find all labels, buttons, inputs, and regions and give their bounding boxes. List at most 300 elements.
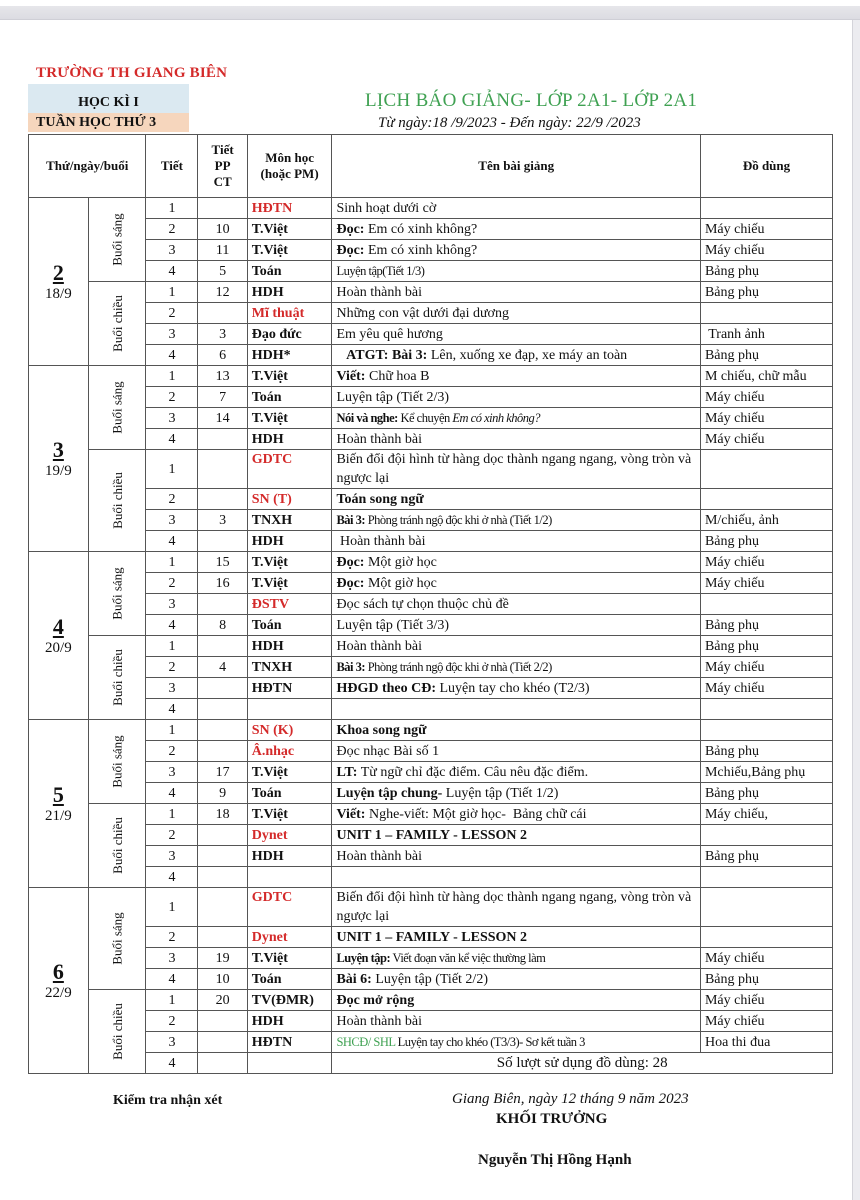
period-number: 4 [146, 531, 198, 552]
col-pp-l3: CT [213, 174, 232, 189]
lesson-title [332, 762, 701, 783]
ppct-number [198, 198, 247, 219]
lesson-title [332, 1011, 701, 1032]
equipment: Máy chiếu [700, 990, 832, 1011]
scroll-gutter[interactable] [852, 20, 860, 1200]
period-number: 2 [146, 1011, 198, 1032]
table-row [29, 1011, 833, 1032]
subject: HDH [247, 636, 332, 657]
signer-name: Nguyễn Thị Hồng Hạnh [478, 1152, 632, 1168]
lesson-title [332, 450, 701, 489]
table-row [29, 1032, 833, 1053]
table-row [29, 699, 833, 720]
lesson-prefix: Viết: [336, 806, 366, 822]
table-row [29, 804, 833, 825]
lesson-prefix: Luyện tập: [336, 950, 391, 965]
period-number: 1 [146, 720, 198, 741]
session-morning [88, 366, 146, 450]
period-number: 4 [146, 699, 198, 720]
subject: HDH [247, 531, 332, 552]
subject: Toán [247, 387, 332, 408]
table-row [29, 366, 833, 387]
period-number: 1 [146, 636, 198, 657]
equipment: Máy chiếu [700, 387, 832, 408]
subject: SN (K) [247, 720, 332, 741]
lesson-title [332, 261, 701, 282]
lesson-prefix: Đọc: [336, 575, 365, 591]
period-number: 3 [146, 762, 198, 783]
lesson-text: Biến đổi đội hình từ hàng dọc thành ngang ngang, vòng tròn và ngược lại [336, 452, 692, 486]
lesson-text: Luyện tay cho khéo (T3/3)- Sơ kết tuần 3 [395, 1034, 585, 1049]
lesson-prefix: SHCĐ/ SHL [336, 1034, 396, 1049]
session-afternoon [88, 282, 146, 366]
day-date: 18/9 [45, 285, 72, 302]
subject: TNXH [247, 657, 332, 678]
equipment: Máy chiếu [700, 1011, 832, 1032]
lesson-title [332, 408, 701, 429]
ppct-number: 3 [198, 324, 247, 345]
table-row [29, 240, 833, 261]
period-number: 1 [146, 888, 198, 927]
period-number: 3 [146, 240, 198, 261]
ppct-number: 11 [198, 240, 247, 261]
lesson-text: Hoàn thành bài [336, 1013, 422, 1029]
day-cell [29, 552, 89, 720]
equipment [700, 825, 832, 846]
subject: Toán [247, 261, 332, 282]
subject: HĐTN [247, 678, 332, 699]
table-row [29, 846, 833, 867]
window-top-bar [0, 0, 860, 20]
equipment: Tranh ảnh [700, 324, 832, 345]
subject [247, 699, 332, 720]
subject: Toán [247, 783, 332, 804]
lesson-title [332, 489, 701, 510]
period-number: 3 [146, 1032, 198, 1053]
lesson-text: Luyện tập(Tiết 1/3) [336, 263, 425, 278]
table-row [29, 552, 833, 573]
table-row [29, 888, 833, 927]
equipment: Máy chiếu [700, 429, 832, 450]
day-date: 22/9 [45, 984, 72, 1001]
table-row [29, 678, 833, 699]
session-afternoon [88, 804, 146, 888]
equipment: Bảng phụ [700, 846, 832, 867]
subject: TV(ĐMR) [247, 990, 332, 1011]
lesson-title [332, 948, 701, 969]
week-label: TUẦN HỌC THỨ 3 [28, 113, 189, 132]
lesson-prefix: Đọc: [336, 242, 365, 258]
col-pp [198, 135, 247, 198]
title-strip [0, 6, 860, 20]
ppct-number [198, 489, 247, 510]
lesson-text: Đọc nhạc Bài số 1 [336, 743, 440, 759]
subject: GDTC [247, 450, 332, 489]
term-label: HỌC KÌ I [28, 84, 189, 113]
session-morning [88, 198, 146, 282]
table-row [29, 969, 833, 990]
ppct-number [198, 720, 247, 741]
equipment: Bảng phụ [700, 615, 832, 636]
equipment [700, 303, 832, 324]
ppct-number: 20 [198, 990, 247, 1011]
table-row [29, 636, 833, 657]
ppct-number [198, 867, 247, 888]
day-number: 6 [52, 958, 64, 984]
equipment: Máy chiếu [700, 657, 832, 678]
ppct-number: 14 [198, 408, 247, 429]
lesson-title [332, 594, 701, 615]
signer-role: KHỐI TRƯỞNG [496, 1111, 608, 1127]
lesson-text: Một giờ học [364, 554, 437, 570]
table-row [29, 657, 833, 678]
day-date: 20/9 [45, 639, 72, 656]
lesson-title [332, 429, 701, 450]
period-number: 1 [146, 198, 198, 219]
period-number: 3 [146, 324, 198, 345]
ppct-number [198, 1032, 247, 1053]
equipment: Máy chiếu [700, 240, 832, 261]
equipment [700, 198, 832, 219]
ppct-number [198, 1011, 247, 1032]
period-number: 2 [146, 219, 198, 240]
period-number: 1 [146, 282, 198, 303]
day-cell [29, 720, 89, 888]
lesson-title [332, 699, 701, 720]
ppct-number: 19 [198, 948, 247, 969]
lesson-title [332, 345, 701, 366]
lesson-prefix: Luyện tập chung- [336, 785, 443, 801]
lesson-text: Luyện tập (Tiết 3/3) [336, 617, 450, 633]
lesson-prefix: Khoa song ngữ [336, 722, 427, 738]
lesson-title [332, 867, 701, 888]
subject: HDH [247, 846, 332, 867]
period-number: 2 [146, 927, 198, 948]
lesson-italic: Em có xinh không? [452, 410, 541, 425]
ppct-number [198, 429, 247, 450]
period-number: 4 [146, 429, 198, 450]
table-row [29, 324, 833, 345]
lesson-text: Luyện tay cho khéo (T2/3) [436, 680, 590, 696]
subject: Toán [247, 969, 332, 990]
lesson-text: Hoàn thành bài [336, 431, 422, 447]
period-number: 3 [146, 678, 198, 699]
table-row [29, 261, 833, 282]
day-number: 2 [52, 259, 64, 285]
lesson-title [332, 678, 701, 699]
period-number: 1 [146, 552, 198, 573]
session-label: Buổi sáng [109, 734, 125, 788]
lesson-text: Một giờ học [364, 575, 437, 591]
subject: T.Việt [247, 219, 332, 240]
ppct-number [198, 678, 247, 699]
lesson-title [332, 531, 701, 552]
lesson-prefix: Bài 3: [336, 659, 366, 674]
lesson-text: Từ ngữ chỉ đặc điểm. Câu nêu đặc điểm. [357, 764, 589, 780]
lesson-prefix: UNIT 1 – FAMILY - LESSON 2 [336, 827, 528, 843]
equipment [700, 720, 832, 741]
col-subject-l2: (hoặc PM) [260, 166, 319, 181]
lesson-title [332, 720, 701, 741]
table-row [29, 720, 833, 741]
equipment: Mchiếu,Bảng phụ [700, 762, 832, 783]
subject: HDH [247, 282, 332, 303]
equipment [700, 867, 832, 888]
ppct-number: 8 [198, 615, 247, 636]
equipment: Máy chiếu [700, 408, 832, 429]
lesson-title [332, 366, 701, 387]
table-row [29, 387, 833, 408]
table-row [29, 1053, 833, 1074]
period-number: 3 [146, 948, 198, 969]
period-number: 3 [146, 408, 198, 429]
lesson-prefix: LT: [336, 764, 358, 780]
lesson-prefix: Bài 6: [336, 971, 372, 987]
period-number: 4 [146, 969, 198, 990]
col-equipment: Đồ dùng [700, 135, 832, 198]
subject: HĐTN [247, 1032, 332, 1053]
ppct-number: 9 [198, 783, 247, 804]
session-label: Buổi chiều [109, 648, 125, 706]
lesson-text: Nghe-viết: Một giờ học- Bảng chữ cái [365, 806, 587, 822]
equipment [700, 450, 832, 489]
ppct-number [198, 825, 247, 846]
lesson-text: Luyện tập (Tiết 1/2) [442, 785, 559, 801]
period-number: 4 [146, 1053, 198, 1074]
header-row [29, 135, 833, 198]
day-number: 5 [52, 781, 64, 807]
subject: T.Việt [247, 240, 332, 261]
equipment: Hoa thi đua [700, 1032, 832, 1053]
table-row [29, 219, 833, 240]
lesson-title [332, 804, 701, 825]
ppct-number: 6 [198, 345, 247, 366]
ppct-number [198, 303, 247, 324]
lesson-text: Kể chuyện [397, 410, 453, 425]
lesson-title [332, 1032, 701, 1053]
table-row [29, 510, 833, 531]
lesson-title [332, 657, 701, 678]
period-number: 2 [146, 303, 198, 324]
ppct-number [198, 531, 247, 552]
lesson-title [332, 825, 701, 846]
equipment: Bảng phụ [700, 969, 832, 990]
table-row [29, 948, 833, 969]
subject [247, 867, 332, 888]
lesson-title [332, 990, 701, 1011]
equipment [700, 489, 832, 510]
lesson-title [332, 303, 701, 324]
subject: Đạo đức [247, 324, 332, 345]
col-subject [247, 135, 332, 198]
lesson-text: Em có xinh không? [364, 242, 478, 258]
lesson-title [332, 573, 701, 594]
lesson-text: Hoàn thành bài [336, 284, 422, 300]
period-number: 3 [146, 510, 198, 531]
subject: Toán [247, 615, 332, 636]
ppct-number [198, 636, 247, 657]
period-number: 2 [146, 825, 198, 846]
school-name: TRƯỜNG TH GIANG BIÊN [36, 65, 228, 81]
lesson-prefix: UNIT 1 – FAMILY - LESSON 2 [336, 929, 528, 945]
session-label: Buổi chiều [109, 471, 125, 529]
ppct-number [198, 699, 247, 720]
equipment [700, 888, 832, 927]
table-row [29, 573, 833, 594]
col-subject-l1: Môn học [265, 150, 314, 165]
equipment: Bảng phụ [700, 783, 832, 804]
period-number: 4 [146, 615, 198, 636]
table-row [29, 867, 833, 888]
ppct-number [198, 846, 247, 867]
lesson-prefix: HĐGD theo CĐ: [336, 680, 436, 696]
equipment [700, 699, 832, 720]
ppct-number: 10 [198, 219, 247, 240]
ppct-number: 5 [198, 261, 247, 282]
table-row [29, 825, 833, 846]
equipment: Bảng phụ [700, 741, 832, 762]
subject: SN (T) [247, 489, 332, 510]
equipment: Máy chiếu [700, 678, 832, 699]
equipment: M/chiếu, ảnh [700, 510, 832, 531]
col-pp-l1: Tiết [211, 142, 234, 157]
lesson-text: Những con vật dưới đại dương [336, 305, 509, 321]
table-row [29, 927, 833, 948]
lesson-title [332, 282, 701, 303]
day-cell [29, 198, 89, 366]
table-row [29, 282, 833, 303]
subject: HDH* [247, 345, 332, 366]
table-row [29, 450, 833, 489]
period-number: 3 [146, 846, 198, 867]
subject: HDH [247, 429, 332, 450]
lesson-text: Chữ hoa B [365, 368, 430, 384]
day-cell [29, 888, 89, 1074]
ppct-number: 12 [198, 282, 247, 303]
subject: Dynet [247, 927, 332, 948]
ppct-number: 4 [198, 657, 247, 678]
col-pp-l2: PP [214, 158, 231, 173]
subject: T.Việt [247, 948, 332, 969]
subject: T.Việt [247, 762, 332, 783]
equipment: Máy chiếu [700, 948, 832, 969]
equipment: M chiếu, chữ mẫu [700, 366, 832, 387]
day-cell [29, 366, 89, 552]
session-morning [88, 552, 146, 636]
equipment: Bảng phụ [700, 345, 832, 366]
period-number: 1 [146, 990, 198, 1011]
table-row [29, 429, 833, 450]
table-row [29, 408, 833, 429]
period-number: 1 [146, 450, 198, 489]
ppct-number [198, 741, 247, 762]
lesson-title [332, 783, 701, 804]
subject [247, 1053, 332, 1074]
session-label: Buổi chiều [109, 816, 125, 874]
lesson-prefix: Nói và nghe: [336, 410, 398, 425]
ppct-number: 15 [198, 552, 247, 573]
subject: TNXH [247, 510, 332, 531]
period-number: 2 [146, 489, 198, 510]
period-number: 2 [146, 387, 198, 408]
subject: T.Việt [247, 408, 332, 429]
review-label: Kiểm tra nhận xét [113, 1093, 223, 1108]
table-row [29, 198, 833, 219]
lesson-text: Hoàn thành bài [336, 533, 426, 549]
ppct-number: 18 [198, 804, 247, 825]
subject: GDTC [247, 888, 332, 927]
lesson-text: Phòng tránh ngộ độc khi ở nhà (Tiết 1/2) [365, 512, 552, 527]
lesson-prefix: Toán song ngữ [336, 491, 424, 507]
sign-date: Giang Biên, ngày 12 tháng 9 năm 2023 [452, 1091, 689, 1107]
lesson-title [332, 969, 701, 990]
session-afternoon [88, 990, 146, 1074]
table-row [29, 615, 833, 636]
subject: HDH [247, 1011, 332, 1032]
equipment [700, 594, 832, 615]
day-number: 4 [52, 613, 64, 639]
ppct-number [198, 450, 247, 489]
lesson-text: Sinh hoạt dưới cờ [336, 200, 437, 216]
lesson-prefix: Đọc mở rộng [336, 992, 415, 1008]
ppct-number [198, 1053, 247, 1074]
ppct-number [198, 888, 247, 927]
lesson-text: Luyện tập (Tiết 2/2) [371, 971, 488, 987]
table-row [29, 741, 833, 762]
lesson-text: Em yêu quê hương [336, 326, 443, 342]
lesson-title [332, 741, 701, 762]
ppct-number [198, 927, 247, 948]
session-label: Buổi chiều [109, 1002, 125, 1060]
period-number: 4 [146, 867, 198, 888]
session-label: Buổi sáng [109, 911, 125, 965]
ppct-number: 16 [198, 573, 247, 594]
col-day: Thứ/ngày/buổi [29, 135, 146, 198]
session-afternoon [88, 450, 146, 552]
table-row [29, 783, 833, 804]
table-row [29, 345, 833, 366]
lesson-title [332, 927, 701, 948]
lesson-title [332, 219, 701, 240]
subject: Â.nhạc [247, 741, 332, 762]
lesson-prefix: Đọc: [336, 554, 365, 570]
session-morning [88, 888, 146, 990]
table-row [29, 303, 833, 324]
session-label: Buổi sáng [109, 566, 125, 620]
period-number: 1 [146, 804, 198, 825]
period-number: 4 [146, 783, 198, 804]
ppct-number: 7 [198, 387, 247, 408]
table-row [29, 489, 833, 510]
ppct-number: 10 [198, 969, 247, 990]
lesson-text: Luyện tập (Tiết 2/3) [336, 389, 450, 405]
session-label: Buổi sáng [109, 212, 125, 266]
lesson-prefix: Bài 3: [336, 512, 366, 527]
ppct-number [198, 594, 247, 615]
equipment: Bảng phụ [700, 636, 832, 657]
period-number: 3 [146, 594, 198, 615]
lesson-title [332, 615, 701, 636]
lesson-title [332, 636, 701, 657]
lesson-title [332, 888, 701, 927]
col-tiet: Tiết [146, 135, 198, 198]
ppct-number: 3 [198, 510, 247, 531]
lesson-prefix: Viết: [336, 368, 366, 384]
day-number: 3 [52, 436, 64, 462]
table-row [29, 990, 833, 1011]
session-label: Buổi sáng [109, 380, 125, 434]
lesson-text: Phòng tránh ngộ độc khi ở nhà (Tiết 2/2) [365, 659, 552, 674]
